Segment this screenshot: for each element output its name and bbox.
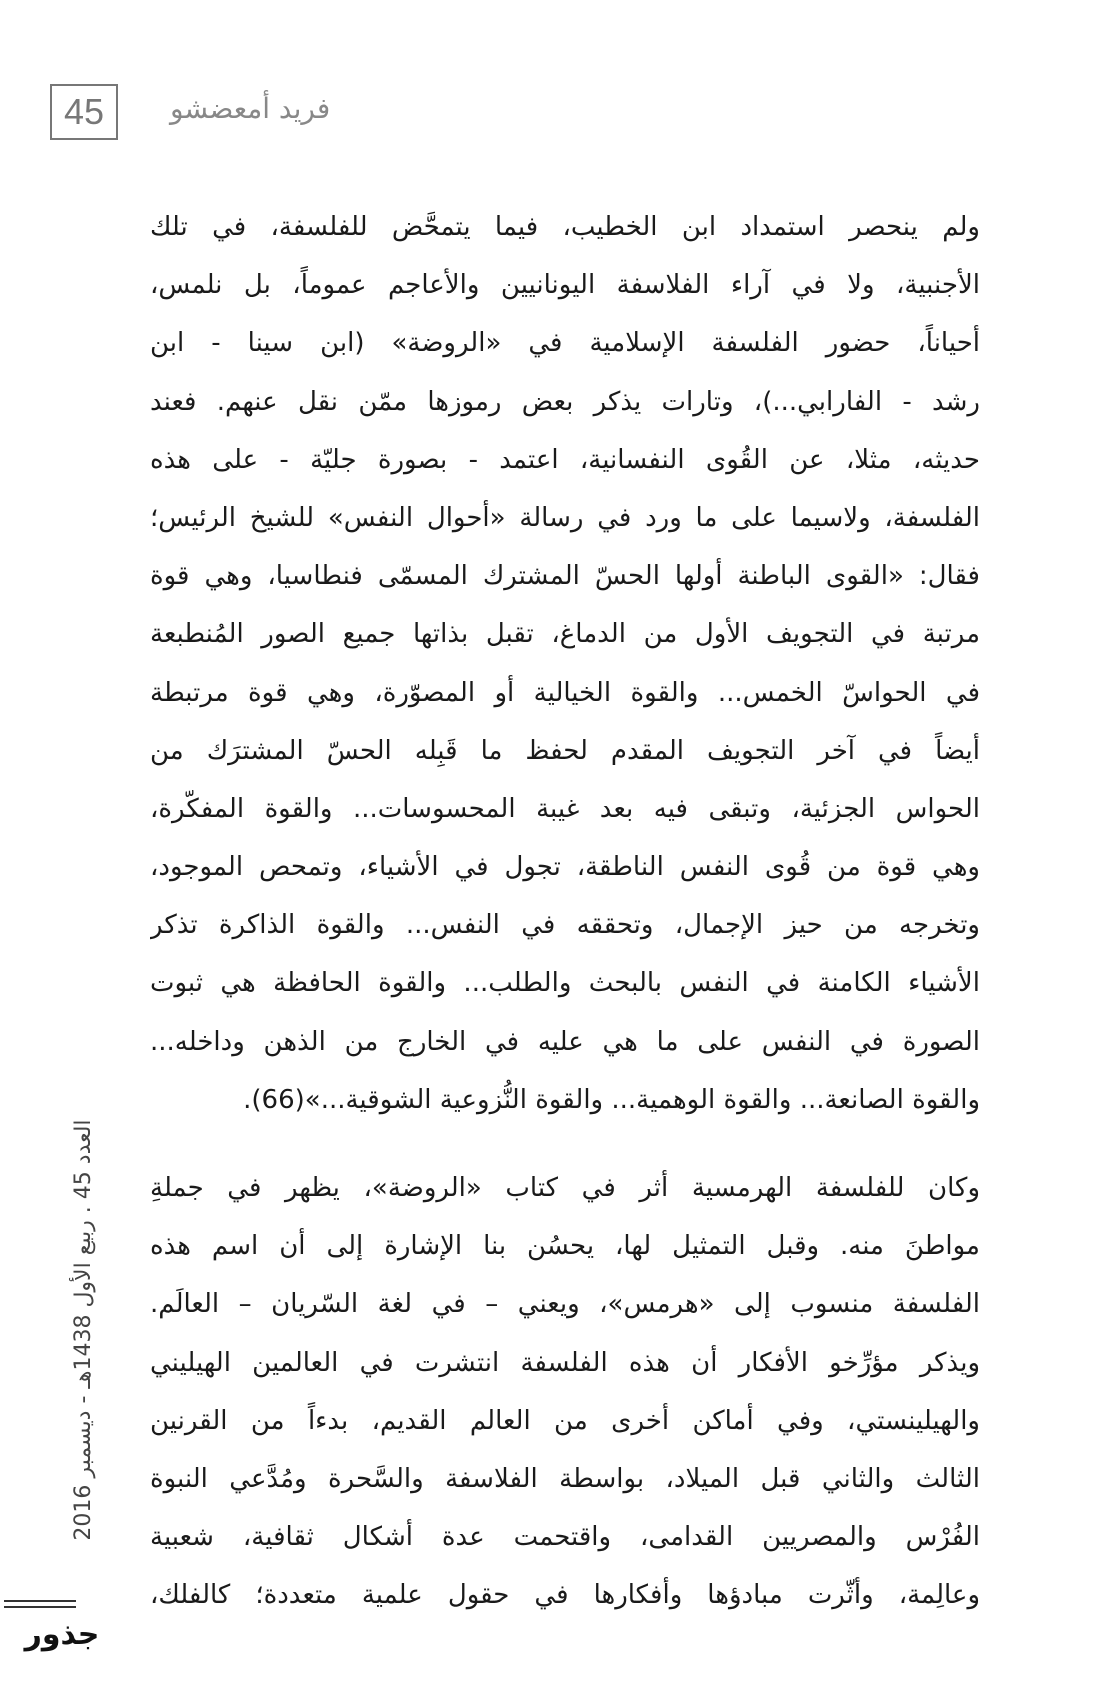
running-header-author: فريد أمعضشو (170, 92, 331, 125)
article-body (150, 198, 980, 1625)
text-line: رشد - الفارابي...)، وتارات يذكر بعض رموزها ممّن نقل عنهم. فعند (150, 386, 980, 417)
page-number: 45 (50, 84, 118, 140)
text-line: وتخرجه من حيز الإجمال، وتحققه في النفس... والقوة الذاكرة تذكر (150, 910, 980, 941)
paragraph-1 (150, 198, 980, 1129)
text-line: مرتبة في التجويف الأول من الدماغ، تقبل بذاتها جميع الصور المُنطبعة (150, 619, 980, 650)
paragraph-spacing (150, 1129, 980, 1159)
text-line: ولم ينحصر استمداد ابن الخطيب، فيما يتمحَّض للفلسفة، في تلك (150, 212, 980, 242)
issue-info: العدد 45 . ربيع الأول 1438هـ - ديسمبر 2016 (71, 1119, 96, 1541)
text-line: في الحواسّ الخمس... والقوة الخيالية أو المصوّرة، وهي قوة مرتبطة (150, 677, 980, 708)
text-line: ويذكر مؤرِّخو الأفكار أن هذه الفلسفة انتشرت في العالمين الهيليني (150, 1347, 980, 1378)
text-line: الأجنبية، ولا في آراء الفلاسفة اليونانيين والأعاجم عموماً، بل نلمس، (150, 270, 980, 301)
divider (4, 1606, 76, 1608)
text-line: وهي قوة من قُوى النفس الناطقة، تجول في الأشياء، وتمحص الموجود، (150, 852, 980, 883)
text-line: الأشياء الكامنة في النفس بالبحث والطلب... والقوة الحافظة هي ثبوت (150, 968, 980, 999)
text-line: أيضاً في آخر التجويف المقدم لحفظ ما قَبِله الحسّ المشترَك من (150, 735, 980, 766)
text-line: الفُرْس والمصريين القدامى، واقتحمت عدة أشكال ثقافية، شعبية (150, 1522, 980, 1553)
divider (4, 1600, 76, 1602)
journal-logo: جذور (24, 1616, 100, 1652)
text-line: الفلسفة، ولاسيما على ما ورد في رسالة «أحوال النفس» للشيخ الرئيس؛ (150, 502, 980, 533)
paragraph-2 (150, 1159, 980, 1625)
text-line: الفلسفة منسوب إلى «هرمس»، ويعني – في لغة السّريان – العالَم. (150, 1289, 980, 1320)
text-line: والهيلينستي، وفي أماكن أخرى من العالم القديم، بدءاً من القرنين (150, 1405, 980, 1436)
text-line: الحواس الجزئية، وتبقى فيه بعد غيبة المحسوسات... والقوة المفكّرة، (150, 793, 980, 824)
text-line: الصورة في النفس على ما هي عليه في الخارج من الذهن وداخله... (150, 1026, 980, 1057)
text-line: الثالث والثاني قبل الميلاد، بواسطة الفلاسفة والسَّحرة ومُدَّعي النبوة (150, 1463, 980, 1494)
text-line: والقوة الصانعة... والقوة الوهمية... والقوة النُّزوعية الشوقية...»(66). (243, 1084, 980, 1115)
text-line: حديثه، مثلا، عن القُوى النفسانية، اعتمد - بصورة جليّة - على هذه (150, 444, 980, 475)
text-line: وكان للفلسفة الهرمسية أثر في كتاب «الروضة»، يظهر في جملةِ (150, 1173, 980, 1203)
text-line: مواطنَ منه. وقبل التمثيل لها، يحسُن بنا الإشارة إلى أن اسم هذه (150, 1231, 980, 1262)
text-line: فقال: «القوى الباطنة أولها الحسّ المشترك المسمّى فنطاسيا، وهي قوة (150, 561, 980, 592)
text-line: وعالِمة، وأثّرت مبادؤها وأفكارها في حقول علمية متعددة؛ كالفلك، (150, 1580, 980, 1611)
issue-sidebar (52, 1030, 112, 1630)
text-line: أحياناً، حضور الفلسفة الإسلامية في «الروضة» (ابن سينا - ابن (150, 328, 980, 359)
